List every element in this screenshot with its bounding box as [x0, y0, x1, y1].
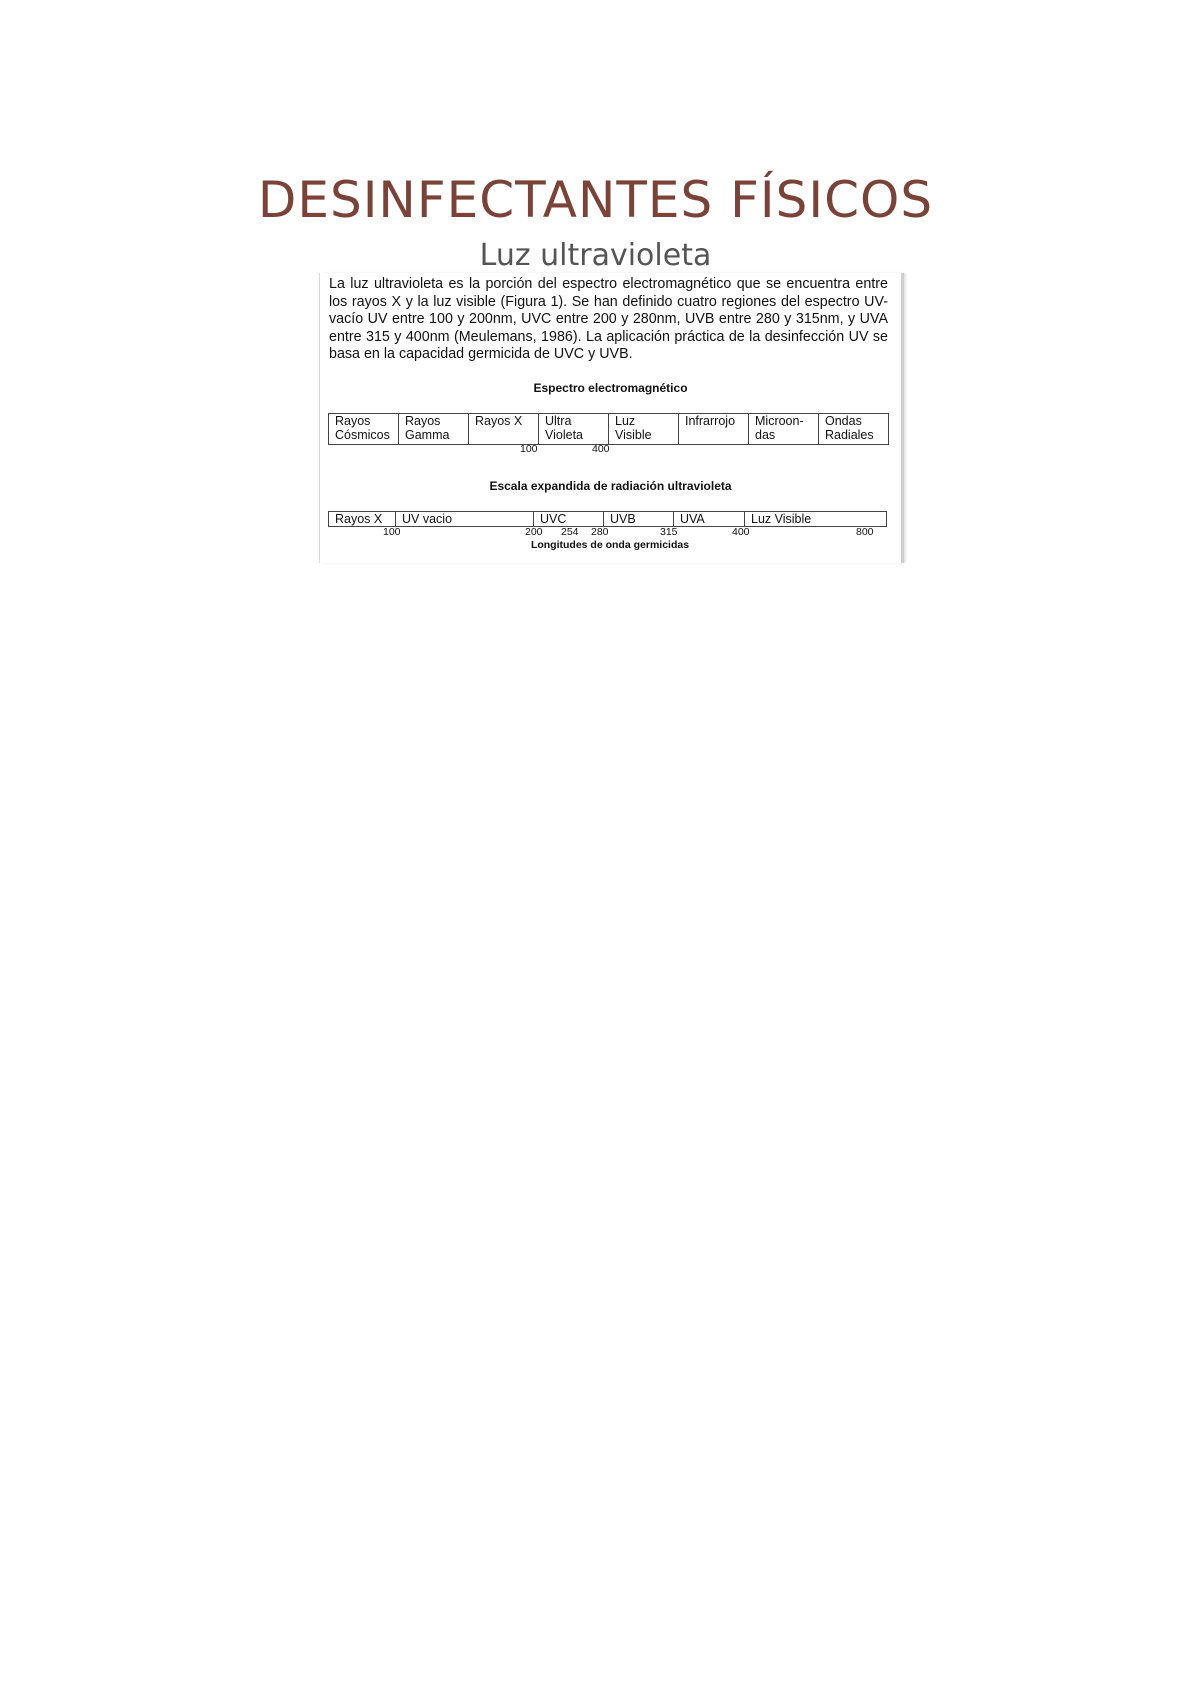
uv-scale-tick: 800 — [856, 526, 874, 538]
page-subtitle: Luz ultravioleta — [479, 238, 712, 273]
uv-scale-cell: UV vacio — [396, 512, 534, 527]
spectrum-tick: 400 — [592, 443, 610, 455]
spectrum-table — [328, 413, 889, 445]
spectrum-heading: Espectro electromagnético — [533, 381, 688, 395]
uv-scale-cell: Rayos X — [329, 512, 396, 527]
spectrum-cell: Microon- das — [749, 414, 819, 445]
spectrum-tick: 100 — [520, 443, 538, 455]
uv-scale-tick: 315 — [660, 526, 678, 538]
uv-scale-cell: UVC — [534, 512, 604, 527]
uv-scale-row — [329, 512, 887, 527]
spectrum-cell: Rayos X — [469, 414, 539, 445]
uv-scale-tick: 254 — [561, 526, 579, 538]
uv-scale-heading: Escala expandida de radiación ultravioleta — [489, 479, 732, 493]
spectrum-cell: Luz Visible — [609, 414, 679, 445]
uv-scale-cell: UVA — [674, 512, 745, 527]
uv-scale-cell: Luz Visible — [745, 512, 887, 527]
spectrum-cell: Infrarrojo — [679, 414, 749, 445]
spectrum-cell: Rayos Cósmicos — [329, 414, 399, 445]
spectrum-cell: Ultra Violeta — [539, 414, 609, 445]
figure-panel — [319, 273, 901, 563]
uv-scale-tick: 100 — [383, 526, 401, 538]
uv-scale-tick: 200 — [525, 526, 543, 538]
uv-scale-cell: UVB — [604, 512, 674, 527]
intro-paragraph: La luz ultravioleta es la porción del espectro electromagnético que se encuentra entre los rayos X y la luz visible (Figura 1). Se han definido cuatro regiones del espectro UV- vacío UV entre 100 y 200nm, UVC entre 200 y 280nm, UVB entre 280 y 315nm, y UVA entre 315 y 400nm (Meulemans, 1986). La aplicación práctica de la desinfección UV se basa en la capacidad germicida de UVC y UVB. — [329, 276, 888, 363]
uv-scale-caption: Longitudes de onda germicidas — [530, 539, 690, 551]
uv-scale-tick: 400 — [732, 526, 750, 538]
uv-scale-tick: 280 — [591, 526, 609, 538]
spectrum-row — [329, 414, 889, 445]
spectrum-cell: Rayos Gamma — [399, 414, 469, 445]
page-title: DESINFECTANTES FÍSICOS — [257, 171, 934, 229]
spectrum-cell: Ondas Radiales — [819, 414, 889, 445]
uv-scale-table — [328, 511, 887, 527]
